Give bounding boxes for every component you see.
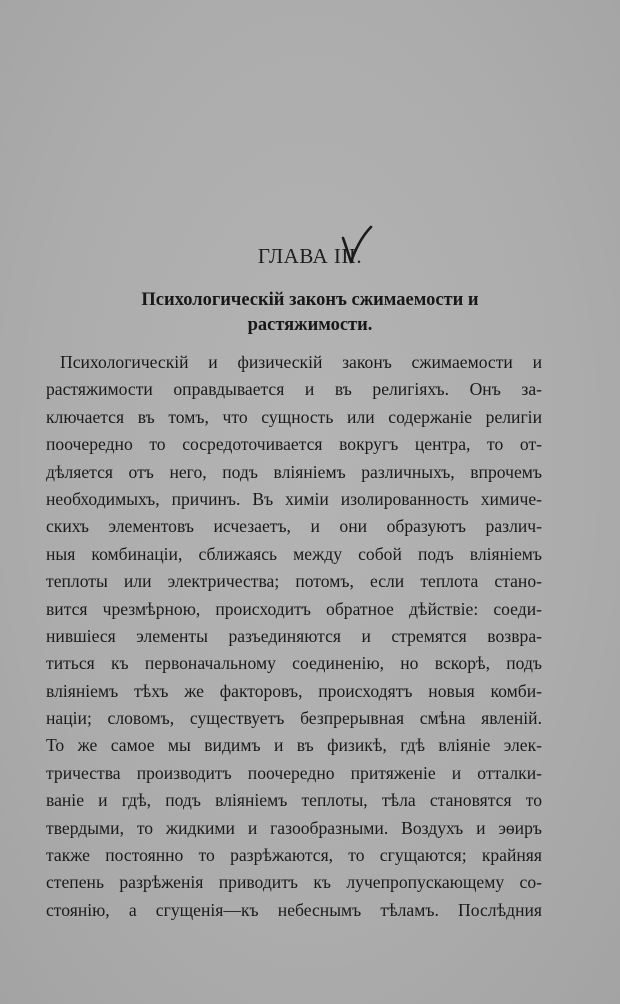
paragraph — [46, 349, 542, 924]
text-line: вится чрезмѣрною, происходитъ обратное дѣйствіе: соеди- — [46, 598, 542, 619]
text-line: То же самое мы видимъ и въ физикѣ, гдѣ вліяніе элек- — [46, 735, 542, 756]
text-line: дѣляется отъ него, подъ вліяніемъ различныхъ, впрочемъ — [46, 461, 542, 482]
text-line: растяжимости оправдывается и въ религіяхъ. Онъ за- — [46, 379, 542, 400]
text-line: націи; словомъ, существуетъ безпрерывная смѣна явленій. — [46, 708, 542, 729]
text-line: титься къ первоначальному соединенію, но вскорѣ, подъ — [46, 653, 542, 674]
text-line: ключается въ томъ, что сущность или содержаніе религіи — [46, 406, 542, 427]
section-title-line-1: Психологическій законъ сжимаемости и — [141, 290, 479, 310]
text-line: поочередно то сосредоточивается вокругъ центра, то от- — [46, 434, 542, 455]
text-line: стоянію, а сгущенія—къ небеснымъ тѣламъ. Послѣдния — [46, 899, 542, 920]
text-line: нившіеся элементы разъединяются и стремятся возвра- — [46, 625, 542, 646]
section-title — [60, 288, 560, 338]
section-title-line-2: растяжимости. — [247, 315, 373, 335]
text-line: твердыми, то жидкими и газообразными. Воздухъ и эѳиръ — [46, 817, 542, 838]
text-line: тричества производитъ поочередно притяженіе и отталки- — [46, 762, 542, 783]
chapter-heading: ГЛАВА III. — [257, 244, 363, 268]
text-line: ныя комбинаціи, сближаясь между собой подъ вліяніемъ — [46, 543, 542, 564]
text-line: вліяніемъ тѣхъ же факторовъ, происходятъ новыя комби- — [46, 680, 542, 701]
text-line: степень разрѣженія приводитъ къ лучепропускающему со- — [46, 872, 542, 893]
handwritten-checkmark-icon — [340, 224, 374, 266]
text-line: теплоты или электричества; потомъ, если теплота стано- — [46, 571, 542, 592]
text-line: необходимыхъ, причинъ. Въ химіи изолированность химиче- — [46, 488, 542, 509]
text-line: ваніе и гдѣ, подъ вліяніемъ теплоты, тѣла становятся то — [46, 790, 542, 811]
text-line: также постоянно то разрѣжаются, то сгущаются; крайняя — [46, 845, 542, 866]
text-line: скихъ элементовъ исчезаетъ, и они образуютъ различ- — [46, 516, 542, 537]
text-line: Психологическій и физическій законъ сжимаемости и — [60, 352, 542, 372]
